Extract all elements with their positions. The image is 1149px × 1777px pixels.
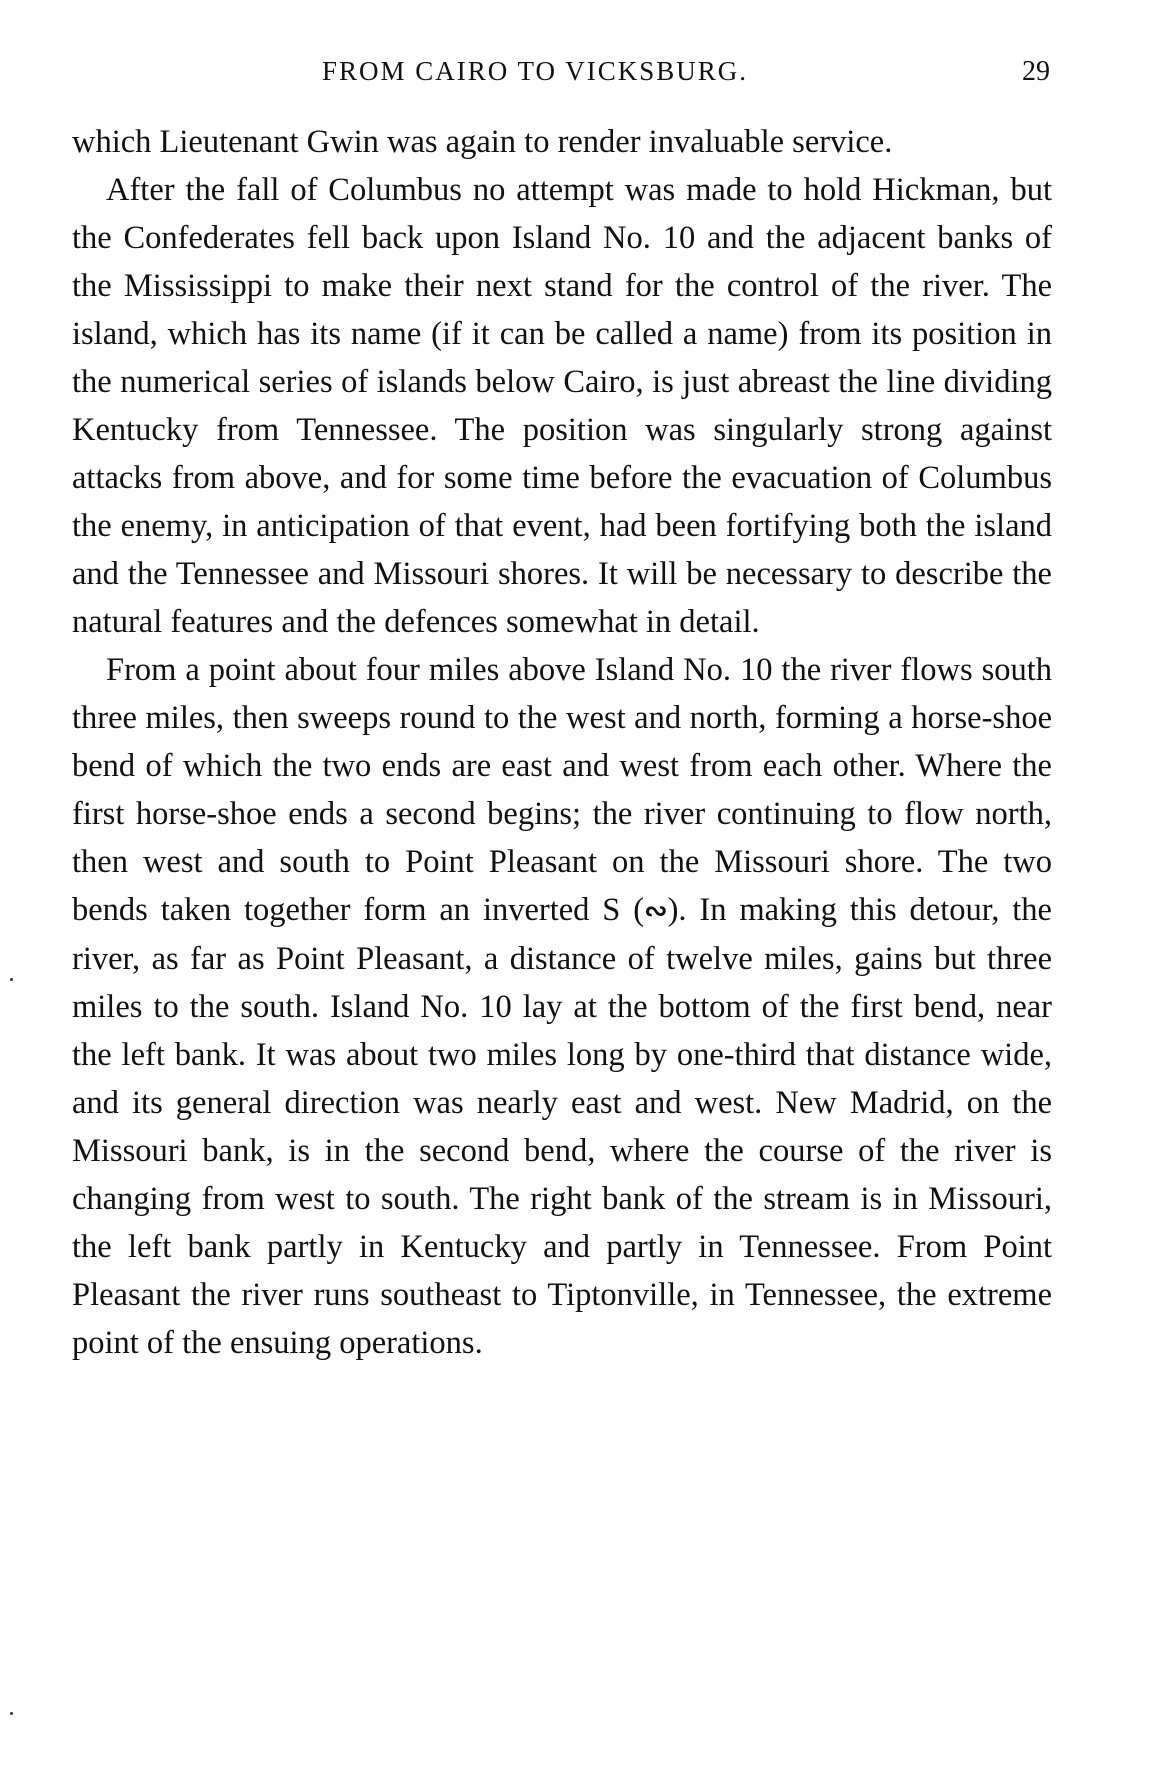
paragraph-text: After the fall of Columbus no attempt was made to hold Hickman, but the Confederates fell back upon Island No. 10 and the adjacent banks of the Mississippi to make their next stand for the control of the river. The island, which has its name (if it can be called a name) from its position in the numerical series of islands below Cairo, is just abreast the line dividing Kentucky from Tennessee. The position was singularly strong against attacks from above, and for some time before the evacuation of Columbus the enemy, in anticipation of that event, had been fortifying both the island and the Tennessee and Missouri shores. It will be necessary to describe the natural features and the defences somewhat in detail. bbox=[72, 172, 1052, 640]
paragraph-text: ). In making this detour, the river, as far as Point Pleasant, a distance of twelve miles, gains but three miles to the south. Island No. 10 lay at the bottom of the first bend, near the left bank. It was about two miles long by one-third that distance wide, and its general direction was nearly east and west. New Madrid, on the Missouri bank, is in the second bend, where the course of the river is changing from west to south. The right bank of the stream is in Missouri, the left bank partly in Kentucky and partly in Tennessee. From Point Pleasant the river runs southeast to Tiptonville, in Tennessee, the extreme point of the ensuing operations. bbox=[72, 892, 1052, 1361]
margin-speck bbox=[10, 978, 13, 981]
paragraph-continuation bbox=[72, 118, 1052, 166]
running-head bbox=[70, 52, 1060, 92]
paragraph-island-no-10 bbox=[72, 166, 1052, 646]
paragraph-text: From a point about four miles above Island No. 10 the river flows south three miles, then sweeps round to the west and north, forming a horse-shoe bend of which the two ends are east and west from each other. Where the first horse-shoe ends a second begins; the river continuing to flow north, then west and south to Point Pleasant on the Missouri shore. The two bends taken together form an inverted S ( bbox=[72, 652, 1052, 928]
paragraph-river-bends bbox=[72, 646, 1052, 1367]
inverted-s-symbol: ∾ bbox=[644, 894, 668, 927]
page-number: 29 bbox=[1022, 56, 1050, 87]
paragraph-text: which Lieutenant Gwin was again to render invaluable service. bbox=[72, 124, 893, 160]
running-title: FROM CAIRO TO VICKSBURG. bbox=[321, 56, 749, 86]
body-text bbox=[72, 118, 1052, 1367]
margin-speck bbox=[10, 1712, 13, 1715]
